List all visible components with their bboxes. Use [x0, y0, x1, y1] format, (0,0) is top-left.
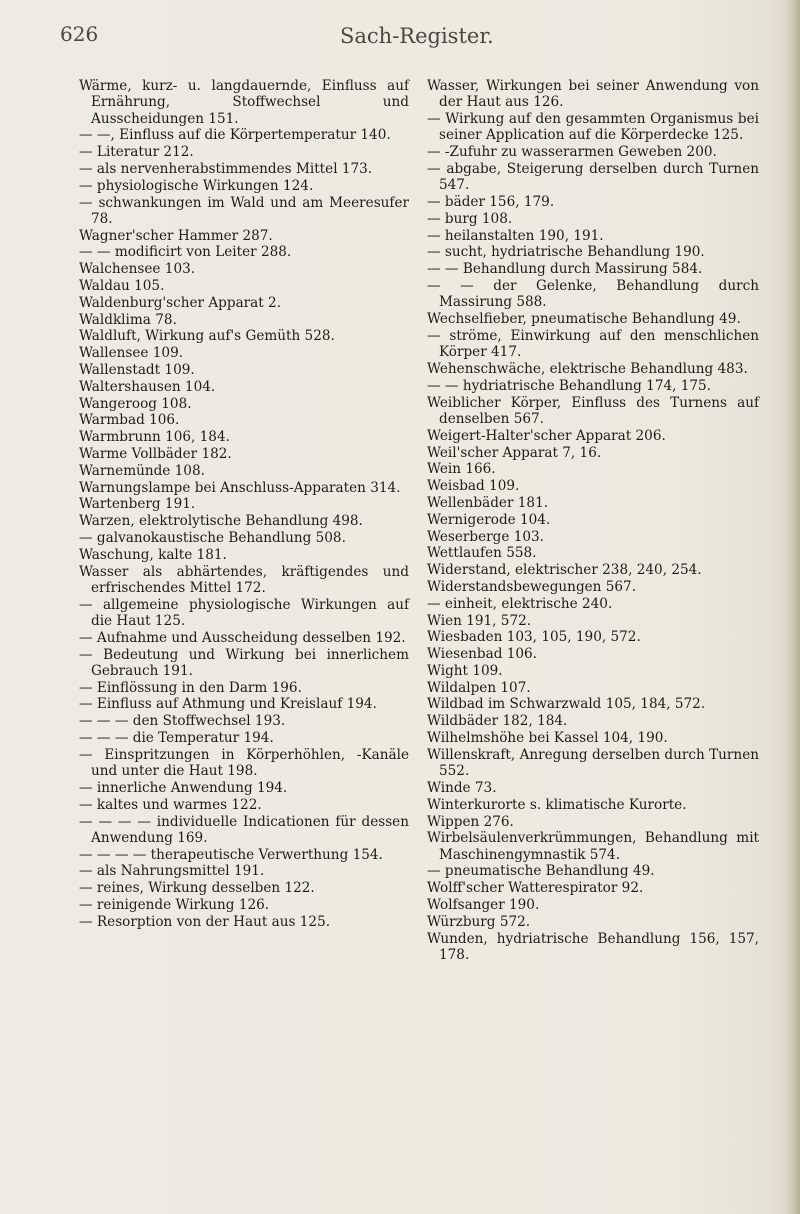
index-entry: Wunden, hydriatrische Behandlung 156, 157, 178. [427, 930, 759, 963]
index-entry: Weiblicher Körper, Einfluss des Turnens auf denselben 567. [427, 394, 759, 427]
index-entry: — reines, Wirkung desselben 122. [79, 880, 315, 897]
index-entry: Wight 109. [427, 662, 503, 679]
index-entry: Widerstandsbewegungen 567. [427, 578, 637, 595]
index-entry: Winde 73. [427, 779, 497, 796]
index-entry: — schwankungen im Wald und am Meeresufer 78. [79, 194, 409, 227]
index-entry: Wernigerode 104. [427, 511, 551, 528]
index-entry: — Resorption von der Haut aus 125. [79, 913, 331, 930]
index-entry: Wippen 276. [427, 813, 514, 830]
index-entry: — Wirkung auf den gesammten Organismus bei seiner Application auf die Körperdecke 125. [427, 111, 759, 144]
index-entry: — als Nahrungsmittel 191. [79, 863, 265, 880]
page-number: 626 [60, 22, 99, 46]
index-entry: — reinigende Wirkung 126. [79, 897, 270, 914]
index-entry: — Bedeutung und Wirkung bei innerlichem Gebrauch 191. [79, 646, 409, 679]
index-entry: — physiologische Wirkungen 124. [79, 177, 314, 194]
index-entry: Wein 166. [427, 461, 496, 478]
index-entry: Wartenberg 191. [79, 496, 196, 513]
index-entry: — galvanokaustische Behandlung 508. [79, 530, 346, 547]
index-entry: Wangeroog 108. [79, 395, 192, 412]
index-entry: — kaltes und warmes 122. [79, 796, 262, 813]
index-entry: — bäder 156, 179. [427, 194, 555, 211]
index-entry: Weil'scher Apparat 7, 16. [427, 444, 602, 461]
index-column-left [79, 78, 409, 931]
index-entry: — ströme, Einwirkung auf den menschlichen Körper 417. [427, 327, 759, 361]
index-entry: Wirbelsäulenverkrümmungen, Behandlung mit Maschinengymnastik 574. [427, 830, 759, 863]
index-entry: Wasser als abhärtendes, kräftigendes und erfrischendes Mittel 172. [79, 563, 409, 596]
index-entry: Wiesbaden 103, 105, 190, 572. [427, 629, 641, 646]
index-entry: — -Zufuhr zu wasserarmen Geweben 200. [427, 144, 717, 161]
index-entry: Wasser, Wirkungen bei seiner Anwendung von der Haut aus 126. [427, 78, 759, 111]
index-entry: — — — die Temperatur 194. [79, 730, 274, 747]
index-entry: — — der Gelenke, Behandlung durch Massirung 588. [427, 278, 759, 311]
index-entry: Wellenbäder 181. [427, 494, 549, 511]
index-entry: — Einflössung in den Darm 196. [79, 679, 302, 696]
index-entry: — — — — individuelle Indicationen für dessen Anwendung 169. [79, 813, 409, 846]
index-entry: Weigert-Halter'scher Apparat 206. [427, 427, 666, 444]
index-entry: Warme Vollbäder 182. [79, 446, 232, 463]
index-entry: Wallensee 109. [79, 345, 184, 362]
index-entry: — Literatur 212. [79, 144, 194, 161]
index-entry: Wagner'scher Hammer 287. [79, 227, 273, 244]
index-entry: Waltershausen 104. [79, 378, 216, 395]
index-entry: Würzburg 572. [427, 913, 531, 930]
index-entry: Widerstand, elektrischer 238, 240, 254. [427, 562, 702, 579]
index-entry: — sucht, hydriatrische Behandlung 190. [427, 244, 705, 261]
index-entry: Waldau 105. [79, 278, 165, 295]
index-entry: — — Behandlung durch Massirung 584. [427, 261, 703, 278]
index-entry: — Einspritzungen in Körperhöhlen, -Kanäle und unter die Haut 198. [79, 746, 409, 780]
page-edge [786, 0, 800, 1214]
index-entry: — — modificirt von Leiter 288. [79, 244, 292, 261]
index-entry: Wehenschwäche, elektrische Behandlung 483. [427, 361, 748, 378]
index-entry: — pneumatische Behandlung 49. [427, 863, 655, 880]
index-entry: Warnemünde 108. [79, 462, 205, 479]
index-entry: Warzen, elektrolytische Behandlung 498. [79, 513, 363, 530]
index-entry: Wien 191, 572. [427, 612, 532, 629]
index-entry: Walchensee 103. [79, 261, 196, 278]
index-entry: Wiesenbad 106. [427, 646, 537, 663]
index-entry: Willenskraft, Anregung derselben durch Turnen 552. [427, 746, 759, 780]
index-entry: Wildbäder 182, 184. [427, 713, 568, 730]
index-entry: Warmbad 106. [79, 412, 180, 429]
index-entry: Wildbad im Schwarzwald 105, 184, 572. [427, 696, 706, 713]
index-entry: Wallenstadt 109. [79, 362, 195, 379]
index-entry: — burg 108. [427, 210, 513, 227]
index-entry: Wettlaufen 558. [427, 545, 537, 562]
index-entry: — Einfluss auf Athmung und Kreislauf 194. [79, 696, 377, 713]
index-entry: Waschung, kalte 181. [79, 546, 227, 563]
index-entry: — Aufnahme und Ausscheidung desselben 192. [79, 629, 406, 646]
index-entry: Warmbrunn 106, 184. [79, 429, 230, 446]
index-entry: Wildalpen 107. [427, 679, 531, 696]
index-entry: — innerliche Anwendung 194. [79, 779, 288, 796]
index-entry: Waldklima 78. [79, 311, 177, 328]
index-entry: Weserberge 103. [427, 528, 545, 545]
index-entry: — —, Einfluss auf die Körpertemperatur 140. [79, 127, 391, 144]
index-entry: Warnungslampe bei Anschluss-Apparaten 314. [79, 479, 401, 496]
index-entry: Waldluft, Wirkung auf's Gemüth 528. [79, 328, 335, 345]
index-entry: Wolfsanger 190. [427, 897, 540, 914]
section-title: Sach-Register. [340, 24, 494, 48]
index-entry: Weisbad 109. [427, 478, 520, 495]
index-entry: Wärme, kurz- u. langdauernde, Einfluss auf Ernährung, Stoffwechsel und Ausscheidungen 151. [79, 78, 409, 127]
running-head [0, 22, 800, 62]
index-entry: — — hydriatrische Behandlung 174, 175. [427, 377, 712, 394]
index-entry: Wechselfieber, pneumatische Behandlung 49. [427, 311, 741, 328]
index-entry: — einheit, elektrische 240. [427, 595, 613, 612]
index-column-right [427, 78, 759, 964]
index-entry: Wilhelmshöhe bei Kassel 104, 190. [427, 730, 668, 747]
index-entry: — allgemeine physiologische Wirkungen auf die Haut 125. [79, 596, 409, 629]
index-entry: — abgabe, Steigerung derselben durch Turnen 547. [427, 160, 759, 194]
index-entry: Winterkurorte s. klimatische Kurorte. [427, 796, 687, 813]
index-entry: — als nervenherabstimmendes Mittel 173. [79, 160, 373, 177]
index-entry: — — — — therapeutische Verwerthung 154. [79, 846, 383, 863]
index-entry: Waldenburg'scher Apparat 2. [79, 294, 282, 311]
index-entry: Wolff'scher Watterespirator 92. [427, 880, 644, 897]
index-entry: — — — den Stoffwechsel 193. [79, 713, 286, 730]
index-entry: — heilanstalten 190, 191. [427, 227, 604, 244]
